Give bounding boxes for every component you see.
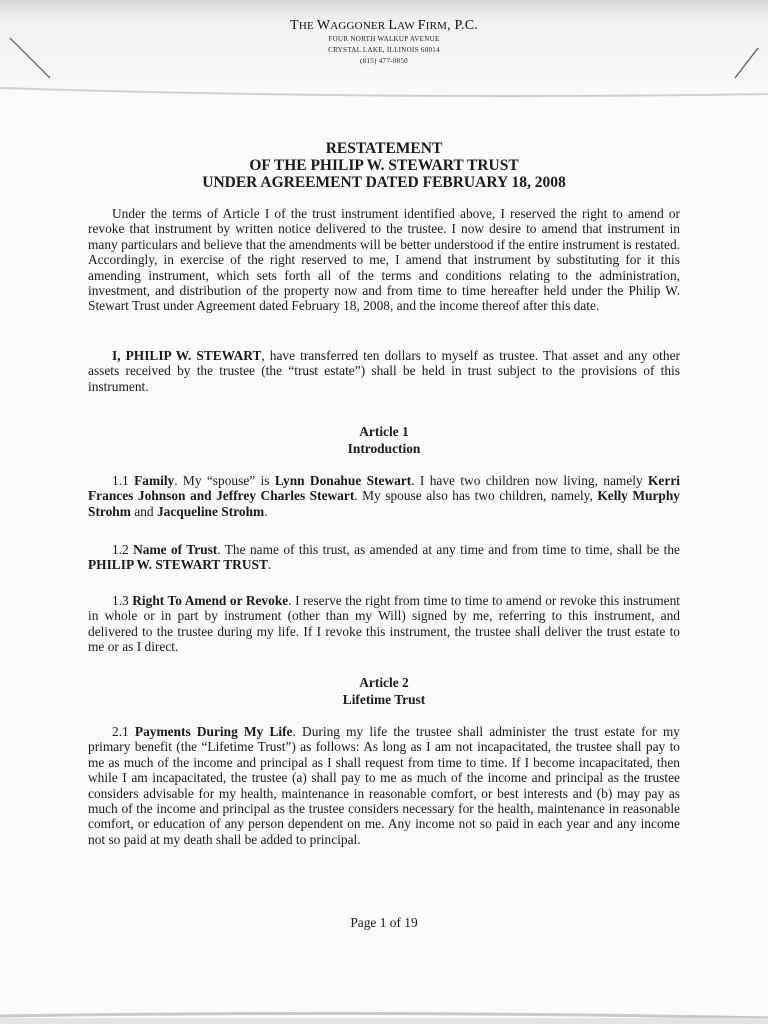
document-title [0,140,768,191]
page-number: Page 1 of 19 [350,915,418,930]
section-2-1: 2.1 Payments During My Life. During my life the trustee shall administer the trust estate for my primary benefit (the “Lifetime Trust”) as follows: As long as I am not incapacitated, the trustee shall pay to me as much of the income and principal as I shall request from time to time. If I become incapacitated, then while I am incapacitated, the trustee (a) shall pay to me as much of the income and principal as the trustee considers advisable for my health, maintenance in reasonable comfort, or best interests and (b) may pay as much of the income and principal as the trustee considers necessary for the health, maintenance in reasonable comfort, or education of any person dependent on me. Any income not so paid in each year and any income not so paid at my death shall be added to principal. [88,724,680,847]
intro-paragraph-2: I, PHILIP W. STEWART, have transferred ten dollars to myself as trustee. That asset and any other assets received by the trustee (the “trust estate”) shall be held in trust subject to the provisions of this instrument. [88,348,680,394]
article-2-heading [0,674,768,708]
section-1-2: 1.2 Name of Trust. The name of this trust, as amended at any time and from time to time, shall be the PHILIP W. STEWART TRUST. [88,542,680,573]
article-2-label: Article 2 [359,675,409,690]
firm-address-city: CRYSTAL LAKE, ILLINOIS 60014 [328,46,440,54]
letterhead [0,18,768,67]
article-1-name: Introduction [347,441,421,456]
title-line-1: RESTATEMENT [325,140,443,157]
section-1-1: 1.1 Family. My “spouse” is Lynn Donahue Stewart. I have two children now living, namely Kerri Frances Johnson and Jeffrey Charles Stewart. My spouse also has two children, namely, Kelly Murphy Strohm and Jacqueline Strohm. [88,473,680,519]
article-1-label: Article 1 [359,424,409,439]
section-1-3: 1.3 Right To Amend or Revoke. I reserve the right from time to time to amend or revoke this instrument in whole or in part by instrument (other than my Will) signed by me, referring to this instrument, and delivered to the trustee during my life. If I revoke this instrument, the trustee shall deliver the trust estate to me or as I direct. [88,593,680,655]
title-line-2: OF THE PHILIP W. STEWART TRUST [249,157,519,174]
article-1-heading [0,423,768,457]
scan-bottom-edge [0,1006,768,1024]
title-line-3: UNDER AGREEMENT DATED FEBRUARY 18, 2008 [202,174,566,191]
firm-address-street: FOUR NORTH WALKUP AVENUE [328,35,440,43]
firm-phone: (815) 477-0850 [360,57,408,65]
intro-paragraph-1: Under the terms of Article I of the trust instrument identified above, I reserved the right to amend or revoke that instrument by written notice delivered to the trustee. I now desire to amend that instrument in many particulars and believe that the amendments will be better understood if the entire instrument is restated. Accordingly, in exercise of the right reserved to me, I amend that instrument by substituting for it this amending instrument, which sets forth all of the terms and conditions relating to the administration, investment, and distribution of the property now and from time to time hereafter held under the Philip W. Stewart Trust under Agreement dated February 18, 2008, and the income thereof after this date. [88,206,680,314]
article-2-name: Lifetime Trust [342,692,426,707]
firm-name: THE WAGGONER LAW FIRM, P.C. [290,18,478,33]
